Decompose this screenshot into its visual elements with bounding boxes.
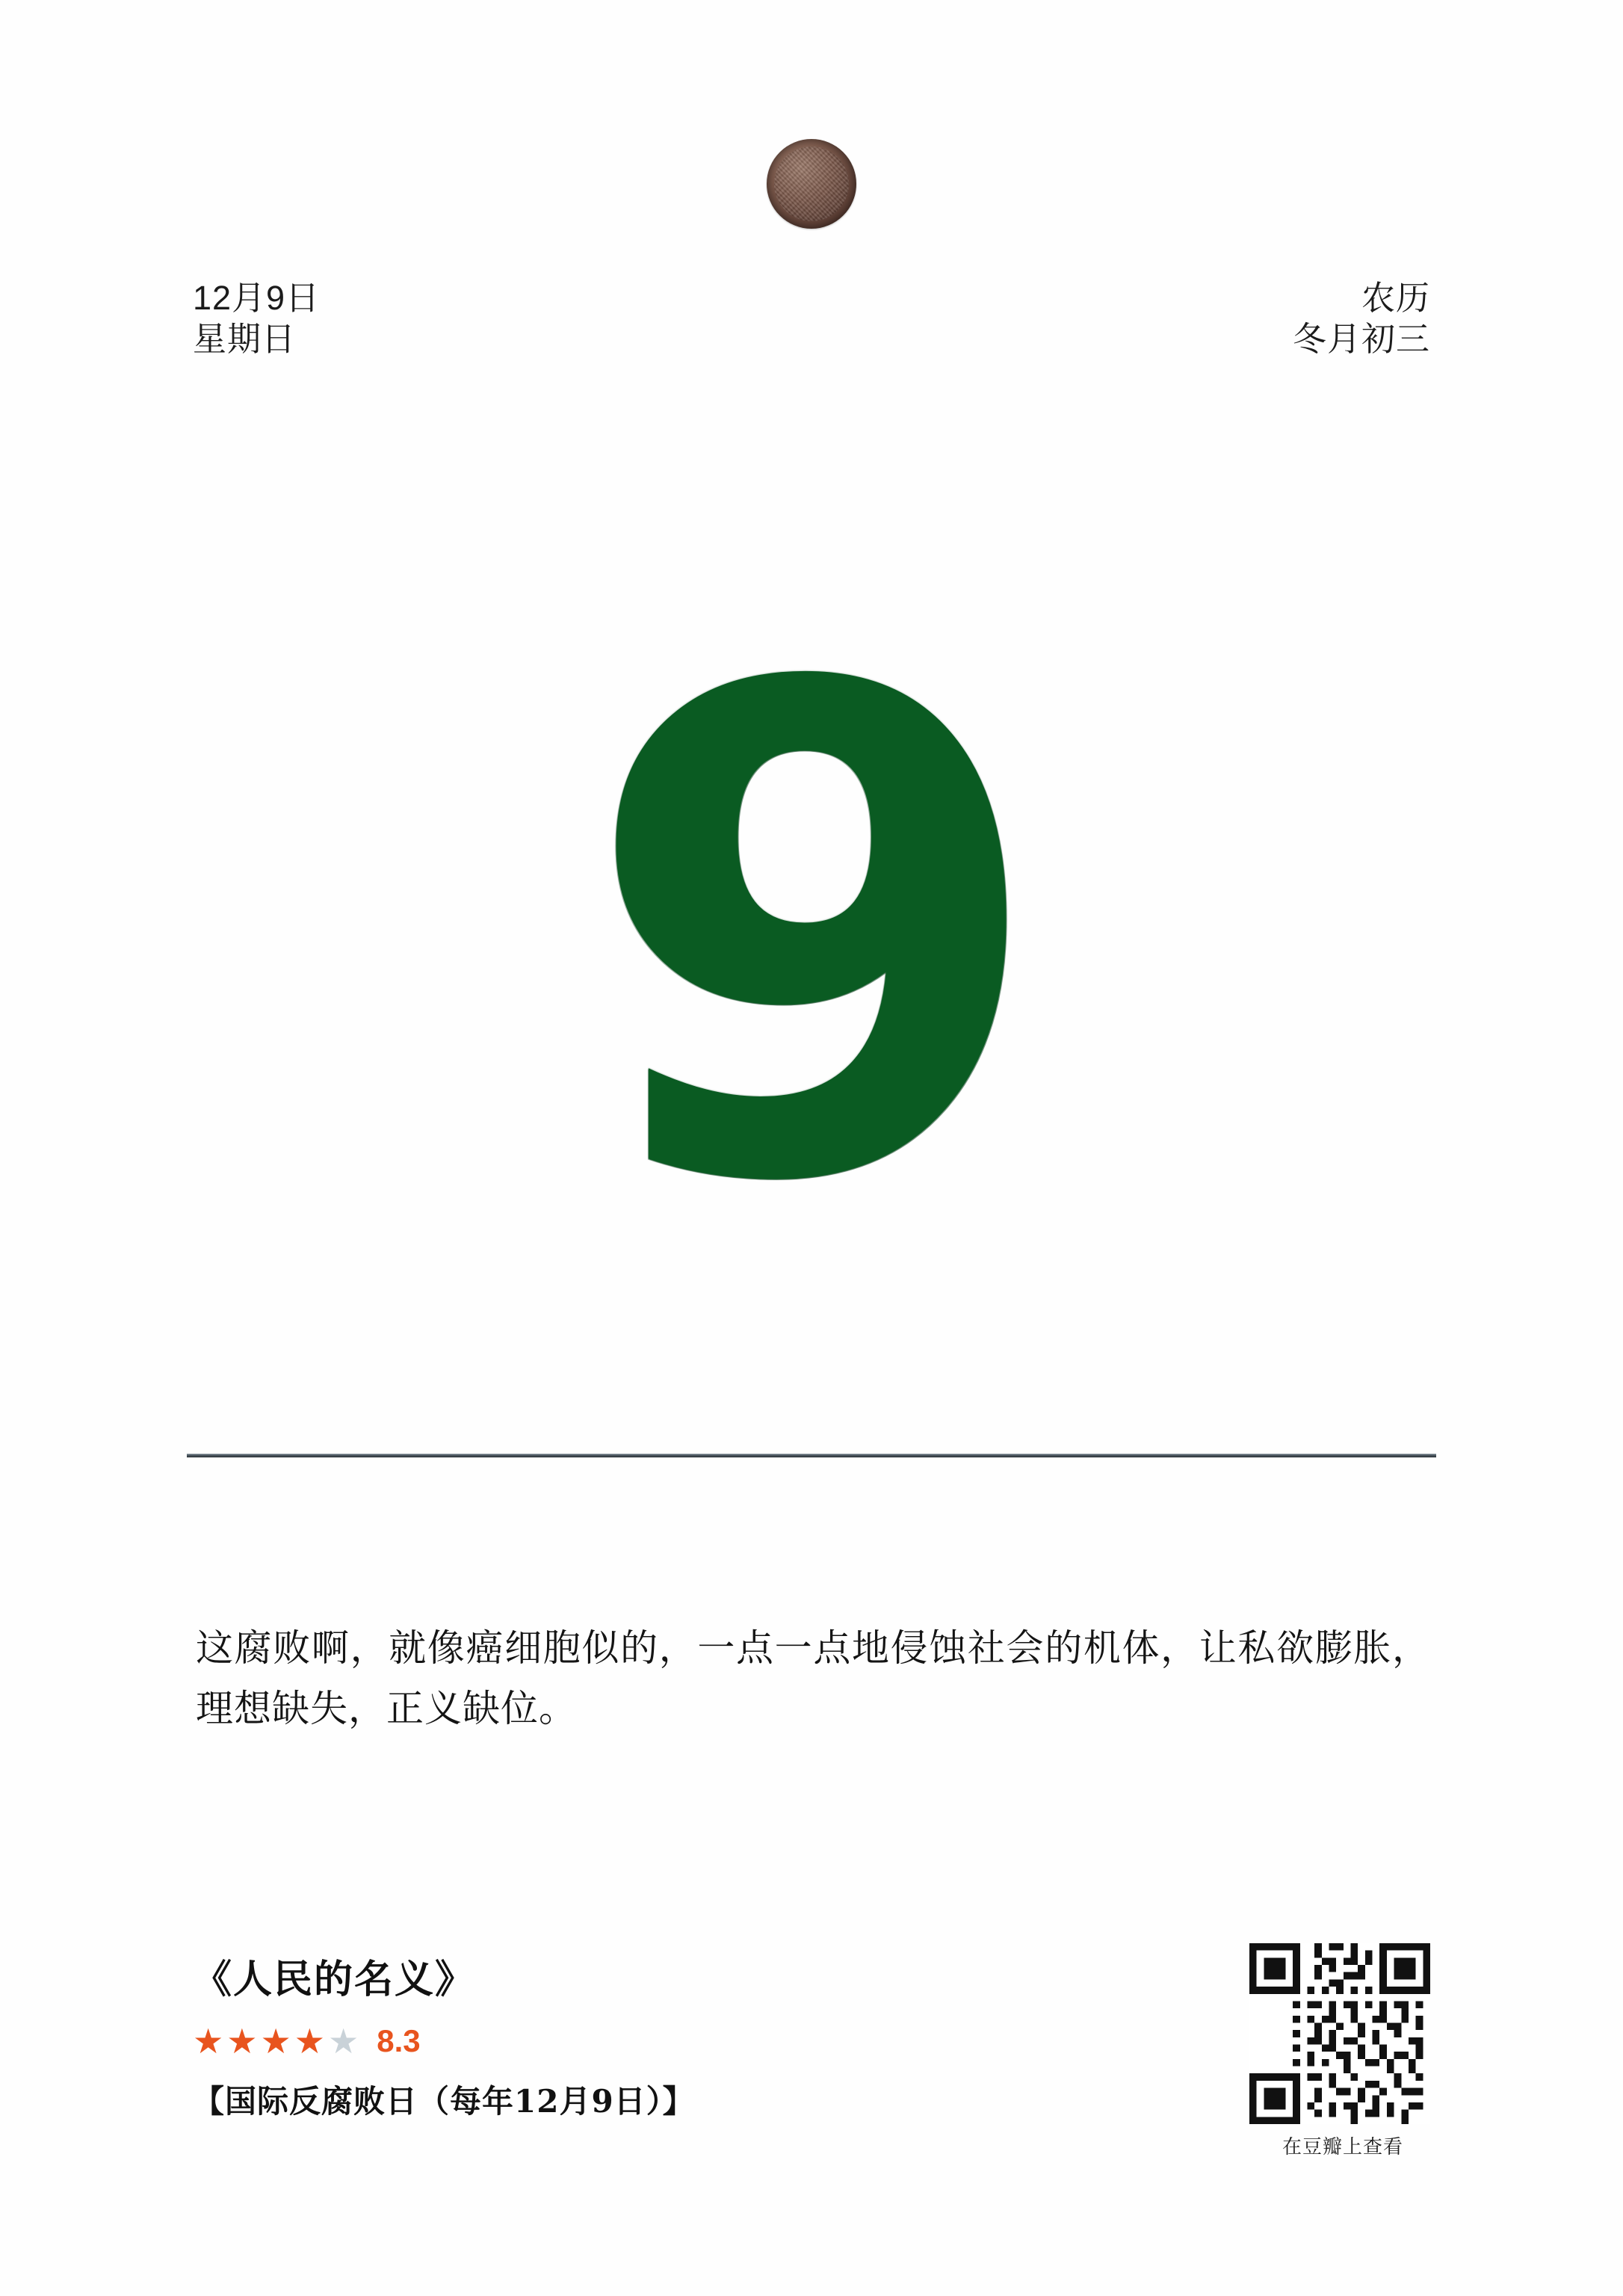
punch-hole-icon [767,139,856,229]
day-number: 9 [581,546,1042,1329]
rating-row [193,2023,695,2059]
qr-caption: 在豆瓣上查看 [1282,2136,1403,2158]
qr-block[interactable] [1249,1943,1436,2159]
gregorian-date: 12月9日 [193,279,321,317]
day-number-container [0,546,1623,1329]
lunar-date: 冬月初三 [1292,319,1430,358]
quote-text: 这腐败啊，就像癌细胞似的，一点一点地侵蚀社会的机体，让私欲膨胀，理想缺失，正义缺位。 [196,1626,1430,1730]
star-icon-empty: ★ [328,2022,359,2061]
star-icon: ★ [226,2022,258,2061]
calendar-header [193,278,1430,360]
source-title: 《人民的名义》 [193,1957,476,2002]
star-icon: ★ [193,2022,224,2061]
star-icon: ★ [260,2022,291,2061]
source-block [193,1943,695,2122]
event-note: 【国际反腐败日（每年12月9日）】 [193,2083,695,2120]
gregorian-date-block [193,278,320,360]
lunar-date-block [1293,278,1430,360]
rating-score: 8.3 [377,2023,421,2058]
star-icon: ★ [294,2022,325,2061]
lunar-label: 农历 [1361,279,1430,317]
weekday: 星期日 [193,319,297,358]
rating-stars [193,2022,359,2061]
calendar-footer [193,1943,1436,2159]
section-divider [187,1454,1436,1457]
qr-code-icon[interactable] [1249,1943,1430,2124]
